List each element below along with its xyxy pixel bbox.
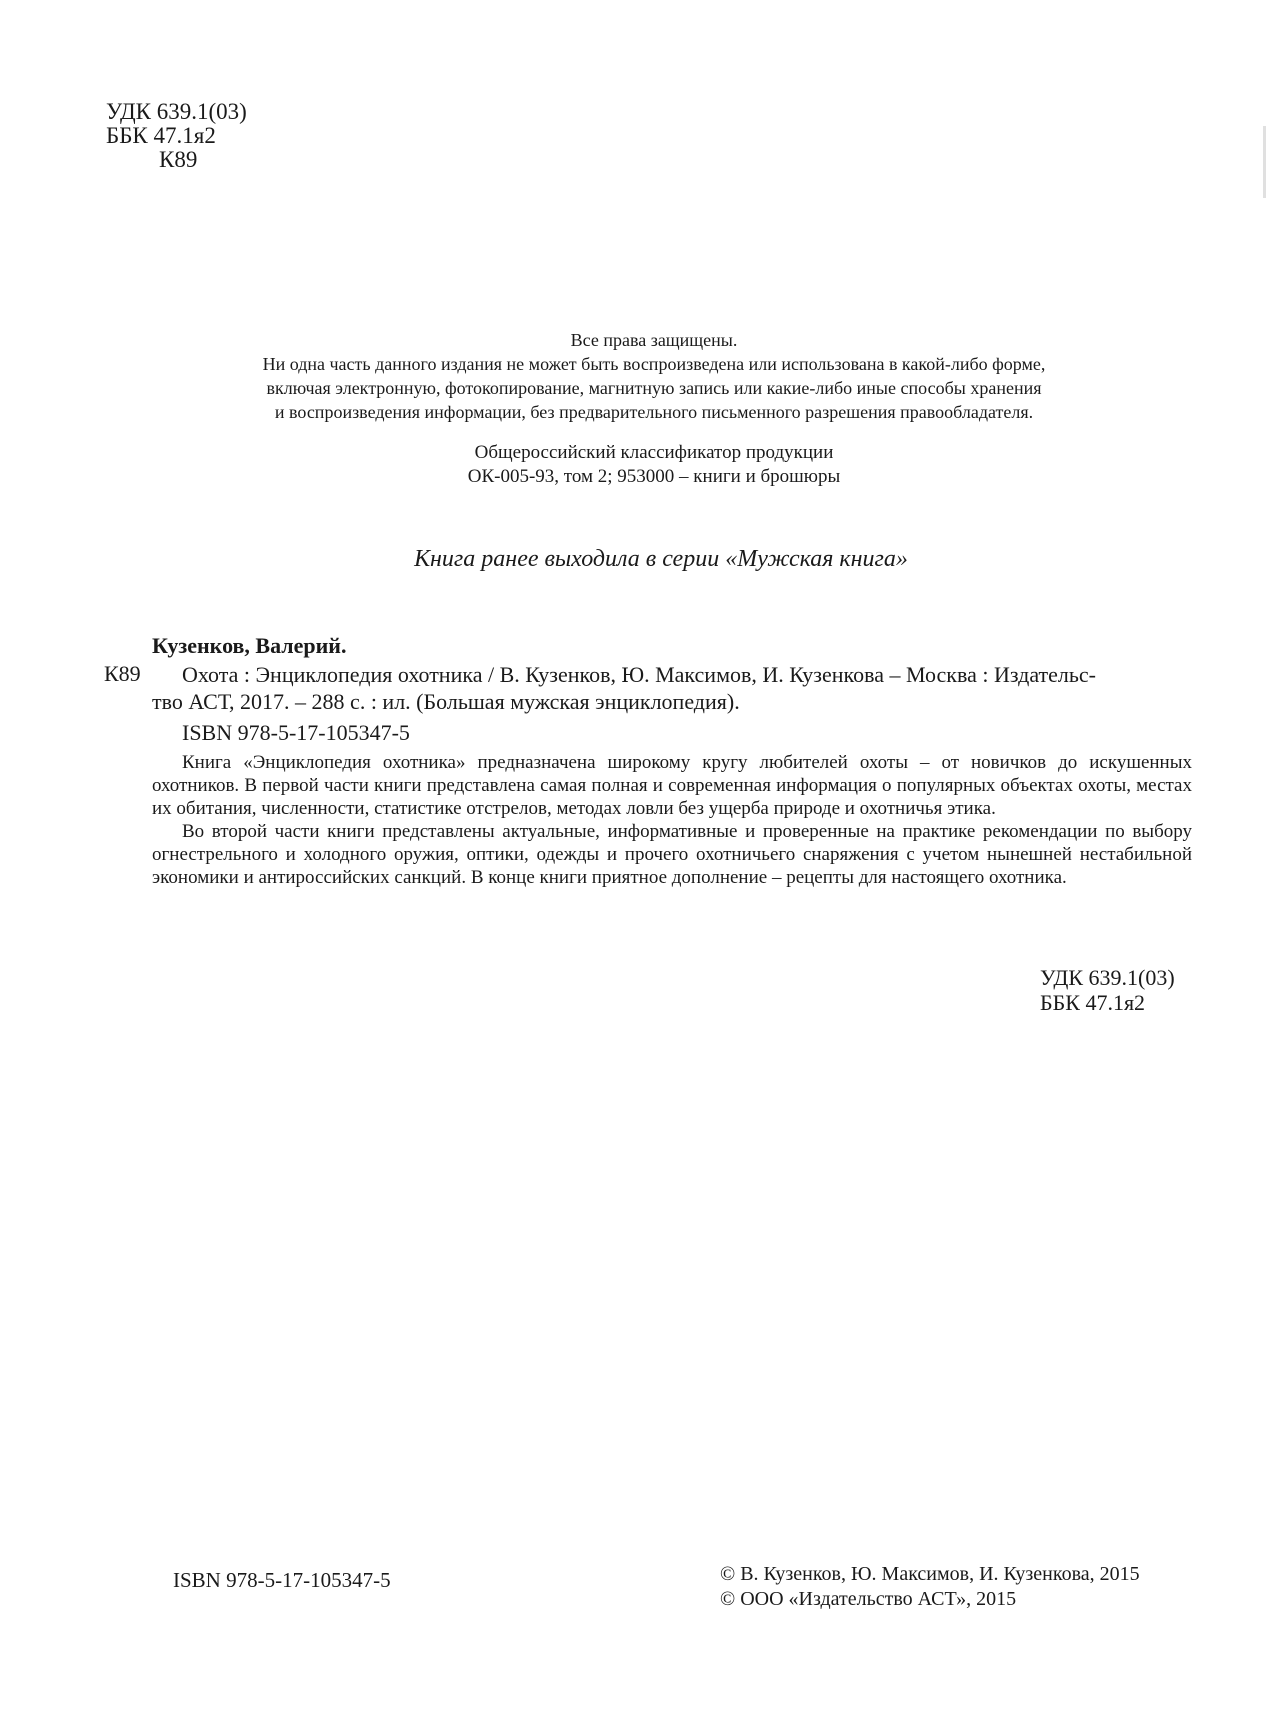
page-edge-shadow <box>1263 126 1266 198</box>
rights-line-4: и воспроизведения информации, без предварительного письменного разрешения правообладателя. <box>274 402 1034 422</box>
footer-isbn: ISBN 978-5-17-105347-5 <box>173 1568 391 1592</box>
annotation-paragraph-2: Во второй части книги представлены актуальные, информативные и проверенные на практике рекомендации по выбору огнестрельного и холодного оружия, оптики, одежды и прочего охотничьего снаряжения с учетом нынешней нестабильной экономики и антироссийских санкций. В конце книги приятное дополнение – рецепты для настоящего охотника. <box>152 821 1192 888</box>
annotation <box>152 751 1192 889</box>
rights-line-1: Все права защищены. <box>570 330 738 350</box>
bibliography-entry-line-1: Охота : Энциклопедия охотника / В. Кузенков, Ю. Максимов, И. Кузенкова – Москва : Издательс- <box>182 662 1096 687</box>
copyright-publisher: © ООО «Издательство АСТ», 2015 <box>720 1588 1017 1610</box>
udk-code-bottom: УДК 639.1(03) <box>1040 965 1175 990</box>
rights-line-2: Ни одна часть данного издания не может быть воспроизведена или использована в какой-либо форме, <box>262 354 1046 374</box>
classifier-line-2: ОК-005-93, том 2; 953000 – книги и брошюры <box>467 466 841 487</box>
bibliography-isbn: ISBN 978-5-17-105347-5 <box>182 720 410 745</box>
classification-codes-top <box>106 100 247 172</box>
bbk-code-bottom: ББК 47.1я2 <box>1040 990 1146 1015</box>
series-note: Книга ранее выходила в серии «Мужская книга» <box>414 546 908 572</box>
classifier-line-1: Общероссийский классификатор продукции <box>474 442 834 463</box>
annotation-paragraph-1: Книга «Энциклопедия охотника» предназначена широкому кругу любителей охоты – от новичков до искушенных охотников. В первой части книги представлена самая полная и современная информация о популярных объектах охоты, местах их обитания, численности, статистике отстрелов, методах ловли без ущерба природе и охотничья этика. <box>152 752 1192 819</box>
bibliography-author: Кузенков, Валерий. <box>152 633 347 658</box>
copyright-block <box>720 1562 1140 1612</box>
copyright-authors: © В. Кузенков, Ю. Максимов, И. Кузенкова, 2015 <box>720 1563 1140 1585</box>
bibliography-entry <box>152 661 1192 715</box>
bbk-code: ББК 47.1я2 <box>106 123 216 148</box>
bibliography-code: К89 <box>104 661 141 686</box>
author-mark: К89 <box>159 147 198 172</box>
classification-codes-bottom <box>1040 965 1175 1015</box>
bibliography-entry-line-2: тво АСТ, 2017. – 288 с. : ил. (Большая мужская энциклопедия). <box>152 689 740 714</box>
rights-line-3: включая электронную, фотокопирование, магнитную запись или какие-либо иные способы хранения <box>266 378 1042 398</box>
product-classifier <box>0 441 1270 489</box>
udk-code: УДК 639.1(03) <box>106 99 247 124</box>
rights-notice <box>0 328 1270 424</box>
